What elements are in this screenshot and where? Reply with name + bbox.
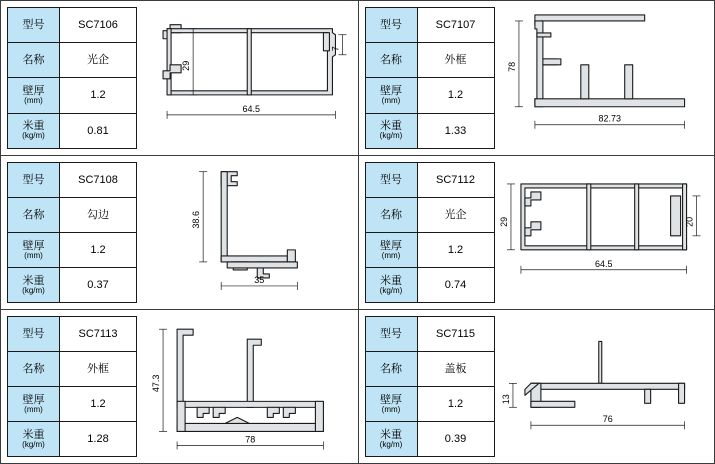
spec-key-wall-text: 壁厚 <box>380 84 402 97</box>
spec-value-name: 勾边 <box>60 198 137 233</box>
spec-key-model: 型号 <box>366 8 418 43</box>
dim-label: 64.5 <box>242 103 261 114</box>
dim-label: 38.6 <box>191 210 202 229</box>
spec-row-model <box>8 317 137 352</box>
spec-row-model <box>8 8 137 43</box>
spec-key-model: 型号 <box>8 317 60 352</box>
spec-key-weight-text: 米重 <box>22 274 45 287</box>
spec-value-wall: 1.2 <box>418 387 495 422</box>
spec-value-name: 光企 <box>60 43 137 78</box>
profile-drawing-sc7106 <box>137 1 358 155</box>
spec-value-name: 盖板 <box>418 352 495 387</box>
spec-key-wall-unit: (mm) <box>381 404 401 414</box>
spec-key-weight-text: 米重 <box>22 120 45 133</box>
spec-value-wall: 1.2 <box>60 387 137 422</box>
spec-row-name <box>8 352 137 387</box>
spec-row-wall <box>366 387 495 422</box>
profile-cell-sc7115 <box>358 309 715 464</box>
spec-table <box>7 162 137 304</box>
spec-key-wall-unit: (mm) <box>24 250 43 260</box>
spec-key-wall <box>8 78 60 113</box>
spec-key-name: 名称 <box>8 352 60 387</box>
spec-key-wall-text: 壁厚 <box>22 84 45 97</box>
spec-row-weight <box>8 268 137 303</box>
dim-label: 82.73 <box>598 113 621 124</box>
spec-key-name: 名称 <box>366 352 418 387</box>
spec-key-wall-unit: (mm) <box>381 250 401 260</box>
spec-value-model: SC7112 <box>418 163 495 198</box>
spec-table <box>365 316 495 457</box>
spec-key-weight-text: 米重 <box>380 428 402 441</box>
spec-key-wall <box>8 387 60 422</box>
spec-row-name <box>366 352 495 387</box>
spec-key-weight-unit: (kg/m) <box>379 439 403 449</box>
spec-value-name: 外框 <box>418 43 495 78</box>
profile-cell-sc7108 <box>0 155 358 310</box>
spec-key-name: 名称 <box>366 43 418 78</box>
spec-value-weight: 1.28 <box>60 422 137 457</box>
spec-row-wall <box>366 233 495 268</box>
spec-row-weight <box>366 268 495 303</box>
spec-value-weight: 0.37 <box>60 268 137 303</box>
spec-value-model: SC7107 <box>418 8 495 43</box>
spec-row-model <box>366 163 495 198</box>
spec-key-wall <box>8 233 60 268</box>
spec-key-weight <box>366 422 418 457</box>
spec-value-weight: 0.74 <box>418 268 495 303</box>
spec-value-weight: 0.39 <box>418 422 495 457</box>
spec-key-weight <box>8 114 60 149</box>
spec-row-name <box>8 198 137 233</box>
spec-row-model <box>8 163 137 198</box>
spec-value-weight: 0.81 <box>60 114 137 149</box>
spec-key-model: 型号 <box>366 317 418 352</box>
spec-value-wall: 1.2 <box>60 78 137 113</box>
spec-key-wall <box>366 78 418 113</box>
spec-key-wall <box>366 233 418 268</box>
profile-drawing-sc7108 <box>137 156 358 310</box>
profile-drawing-sc7107 <box>495 1 715 155</box>
spec-key-name: 名称 <box>366 198 418 233</box>
spec-key-weight <box>8 422 60 457</box>
spec-value-wall: 1.2 <box>418 233 495 268</box>
spec-value-model: SC7106 <box>60 8 137 43</box>
spec-row-wall <box>8 233 137 268</box>
spec-key-weight-unit: (kg/m) <box>22 131 45 141</box>
dim-label: 29 <box>498 216 509 227</box>
dim-label: 13 <box>500 394 511 405</box>
spec-key-model: 型号 <box>8 8 60 43</box>
spec-row-weight <box>366 114 495 149</box>
spec-key-weight-text: 米重 <box>380 120 402 133</box>
spec-key-weight-text: 米重 <box>22 428 45 441</box>
spec-value-name: 光企 <box>418 198 495 233</box>
spec-value-name: 外框 <box>60 352 137 387</box>
spec-table <box>7 7 137 149</box>
spec-row-weight <box>366 422 495 457</box>
profile-cell-sc7112 <box>358 155 715 310</box>
profile-drawing-sc7112 <box>495 156 715 310</box>
spec-row-wall <box>366 78 495 113</box>
spec-key-name: 名称 <box>8 43 60 78</box>
profile-drawing-sc7115 <box>495 310 715 463</box>
spec-row-name <box>366 198 495 233</box>
spec-row-model <box>366 8 495 43</box>
spec-key-weight-unit: (kg/m) <box>379 131 403 141</box>
spec-table <box>7 316 137 457</box>
dim-label: 35 <box>254 274 265 285</box>
spec-row-name <box>366 43 495 78</box>
spec-value-wall: 1.2 <box>60 233 137 268</box>
profile-cell-sc7106 <box>0 0 358 155</box>
spec-key-model: 型号 <box>8 163 60 198</box>
spec-table <box>365 162 495 304</box>
spec-row-weight <box>8 422 137 457</box>
profile-cell-sc7113 <box>0 309 358 464</box>
spec-key-wall-unit: (mm) <box>381 96 401 106</box>
dim-label: 78 <box>506 61 517 72</box>
spec-table <box>365 7 495 149</box>
spec-key-weight <box>366 114 418 149</box>
spec-key-weight-unit: (kg/m) <box>379 285 403 295</box>
profile-drawing-sc7113 <box>137 310 358 463</box>
spec-row-wall <box>8 387 137 422</box>
spec-value-model: SC7108 <box>60 163 137 198</box>
spec-key-wall-text: 壁厚 <box>380 393 402 406</box>
dim-label: 47.3 <box>151 374 162 393</box>
dim-label: 20 <box>684 216 695 227</box>
dim-label: 64.5 <box>594 258 612 269</box>
spec-key-weight-unit: (kg/m) <box>22 439 45 449</box>
spec-value-model: SC7113 <box>60 317 137 352</box>
spec-key-model: 型号 <box>366 163 418 198</box>
spec-key-weight-text: 米重 <box>380 274 402 287</box>
spec-key-wall-unit: (mm) <box>24 404 43 414</box>
spec-key-wall-text: 壁厚 <box>22 393 45 406</box>
spec-key-wall <box>366 387 418 422</box>
spec-row-wall <box>8 78 137 113</box>
spec-value-weight: 1.33 <box>418 114 495 149</box>
spec-value-model: SC7115 <box>418 317 495 352</box>
spec-key-weight-unit: (kg/m) <box>22 285 45 295</box>
spec-key-name: 名称 <box>8 198 60 233</box>
spec-key-wall-unit: (mm) <box>24 96 43 106</box>
spec-row-weight <box>8 114 137 149</box>
spec-row-name <box>8 43 137 78</box>
dim-label: 7 <box>330 46 341 52</box>
spec-key-wall-text: 壁厚 <box>22 239 45 252</box>
spec-key-weight <box>8 268 60 303</box>
spec-row-model <box>366 317 495 352</box>
profile-cell-sc7107 <box>358 0 715 155</box>
spec-key-weight <box>366 268 418 303</box>
dim-label: 29 <box>181 60 192 71</box>
spec-value-wall: 1.2 <box>418 78 495 113</box>
spec-key-wall-text: 壁厚 <box>380 239 402 252</box>
dim-label: 78 <box>245 434 256 445</box>
dim-label: 76 <box>602 414 613 425</box>
